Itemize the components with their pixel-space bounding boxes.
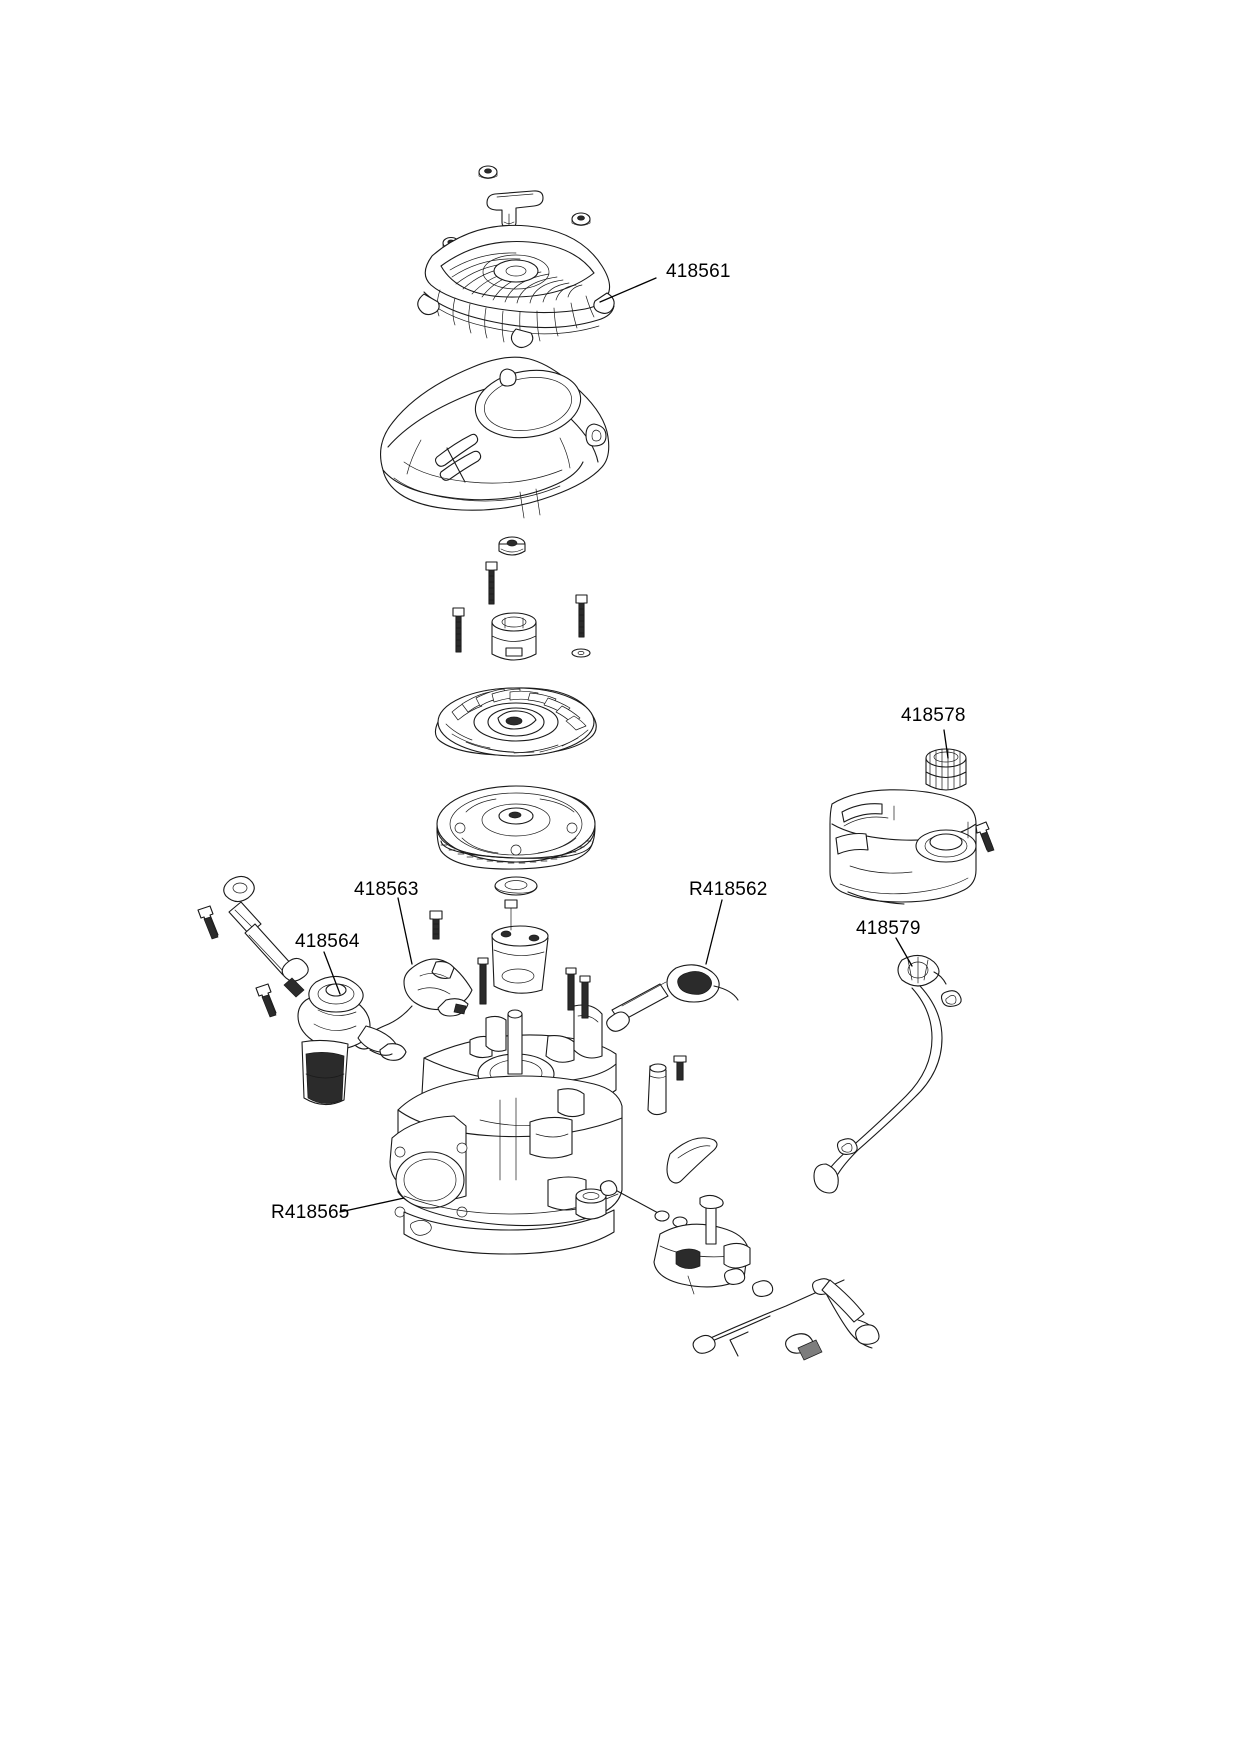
block-stud-left — [478, 958, 488, 1004]
air-filter-housing — [298, 976, 406, 1104]
throttle-control-bracket — [654, 1195, 773, 1296]
mounting-bolt-right — [572, 595, 590, 657]
hose-clip-upper — [942, 991, 962, 1007]
dowel-pin — [648, 1064, 666, 1115]
mounting-bolt-left — [453, 608, 464, 652]
callout-418561: 418561 — [666, 261, 731, 282]
cylinder-sleeve — [576, 1189, 606, 1219]
callout-418563: 418563 — [354, 879, 419, 900]
hose-clip-mid — [838, 1139, 858, 1155]
flywheel-fan — [435, 688, 596, 756]
flywheel-ring-gear — [437, 786, 595, 869]
callout-418564: 418564 — [295, 931, 360, 952]
mounting-bolt-center — [486, 562, 497, 604]
callout-r418565: R418565 — [271, 1202, 350, 1223]
fuel-filter-line — [814, 955, 946, 1193]
tank-mount-screw — [976, 822, 994, 852]
ignition-module — [607, 965, 738, 1031]
fuel-cap — [926, 749, 966, 790]
governor-link-rod — [667, 1138, 717, 1183]
fuel-tank — [830, 790, 976, 904]
flywheel-washer — [495, 877, 537, 895]
flange-nut-right — [572, 213, 590, 226]
callout-r418562: R418562 — [689, 879, 768, 900]
dipstick-bolt-upper — [198, 906, 218, 939]
ignition-coil-plate — [492, 900, 548, 993]
governor-linkage — [693, 1279, 879, 1360]
dipstick-bolt-lower — [256, 984, 276, 1017]
engine-shroud-cover — [381, 357, 609, 518]
coil-mount-bolt — [430, 911, 442, 939]
bolt-small-upper — [674, 1056, 686, 1080]
callout-418579: 418579 — [856, 918, 921, 939]
callout-418578: 418578 — [901, 705, 966, 726]
flange-nut-top — [479, 166, 497, 179]
starter-cup — [492, 613, 536, 660]
flywheel-nut — [499, 537, 525, 555]
